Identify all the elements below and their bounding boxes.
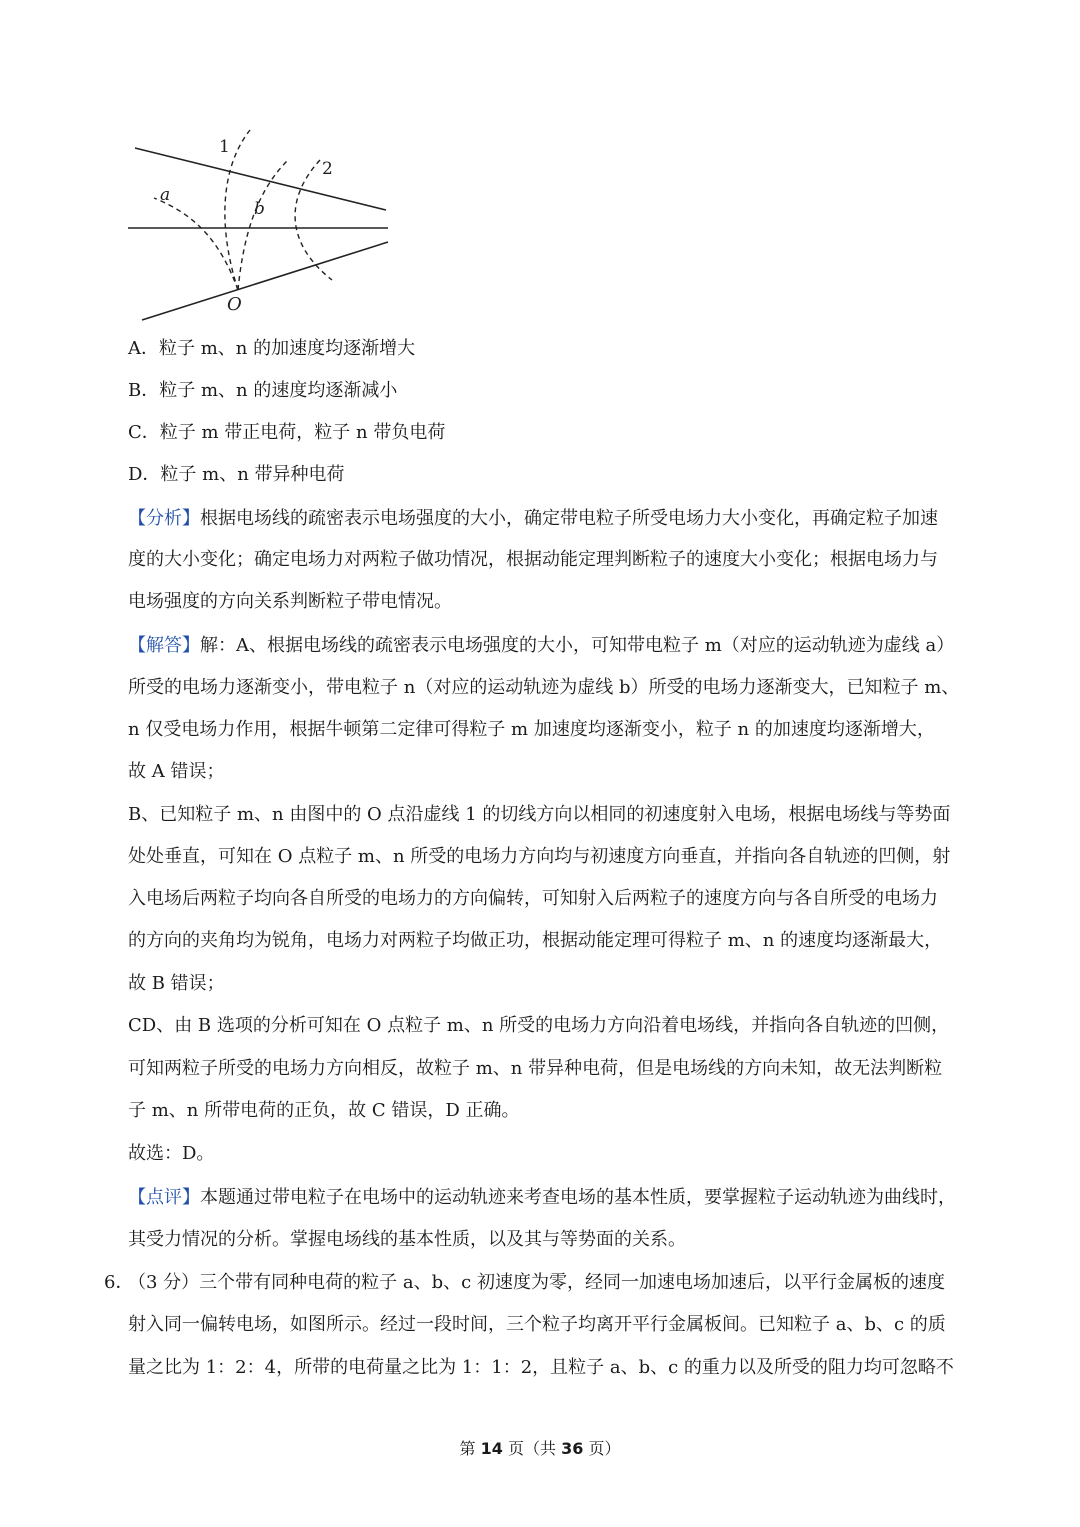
page-number: 14 bbox=[480, 1439, 503, 1458]
comment-line-2: 其受力情况的分析。掌握电场线的基本性质，以及其与等势面的关系。 bbox=[128, 1229, 686, 1250]
page-total: 36 bbox=[561, 1439, 584, 1458]
solution-line-5: B、已知粒子 m、n 由图中的 O 点沿虚线 1 的切线方向以相同的初速度射入电场，根据电场线与等势面 bbox=[128, 804, 951, 825]
label-curve-b: b bbox=[254, 199, 265, 219]
solution-line-12: 子 m、n 所带电荷的正负，故 C 错误，D 正确。 bbox=[128, 1100, 520, 1121]
field-line-bottom bbox=[142, 242, 388, 320]
label-curve-1: 1 bbox=[219, 137, 230, 157]
comment-tag: 【点评】 bbox=[128, 1187, 200, 1208]
question-line-3: 量之比为 1：2：4，所带的电荷量之比为 1：1：2，且粒子 a、b、c 的重力以及所受的阻力均可忽略不 bbox=[128, 1357, 954, 1378]
solution-line-9: 故 B 错误； bbox=[128, 973, 225, 994]
analysis-line-1: 【分析】根据电场线的疏密表示电场强度的大小，确定带电粒子所受电场力大小变化，再确定粒子加速 bbox=[128, 508, 938, 529]
label-curve-2: 2 bbox=[322, 159, 333, 179]
page-footer: 第 14 页（共 36 页） bbox=[459, 1439, 621, 1458]
solution-line-1: 【解答】解：A、根据电场线的疏密表示电场强度的大小，可知带电粒子 m（对应的运动轨迹为虚线 a） bbox=[128, 635, 955, 656]
electric-field-figure bbox=[120, 118, 400, 330]
solution-line-3: n 仅受电场力作用，根据牛顿第二定律可得粒子 m 加速度均逐渐变小，粒子 n 的加速度均逐渐增大， bbox=[128, 719, 935, 740]
solution-line-7: 入电场后两粒子均向各自所受的电场力的方向偏转，可知射入后两粒子的速度方向与各自所受的电场力 bbox=[128, 888, 938, 909]
option-a: A．粒子 m、n 的加速度均逐渐增大 bbox=[128, 338, 416, 359]
solution-line-6: 处处垂直，可知在 O 点粒子 m、n 所受的电场力方向均与初速度方向垂直，并指向各自轨迹的凹侧，射 bbox=[128, 846, 951, 867]
question-number: 6． bbox=[104, 1272, 134, 1293]
option-c: C．粒子 m 带正电荷，粒子 n 带负电荷 bbox=[128, 422, 446, 443]
solution-line-10: CD、由 B 选项的分析可知在 O 点粒子 m、n 所受的电场力方向沿着电场线，并指向各自轨迹的凹侧， bbox=[128, 1015, 950, 1036]
solution-tag: 【解答】 bbox=[128, 635, 200, 656]
option-b: B．粒子 m、n 的速度均逐渐减小 bbox=[128, 380, 398, 401]
analysis-tag: 【分析】 bbox=[128, 508, 200, 529]
solution-line-11: 可知两粒子所受的电场力方向相反，故粒子 m、n 带异种电荷，但是电场线的方向未知，故无法判断粒 bbox=[128, 1058, 943, 1079]
question-line-1: （3 分）三个带有同种电荷的粒子 a、b、c 初速度为零，经同一加速电场加速后，以平行金属板的速度 bbox=[128, 1272, 945, 1293]
dashed-curve-a bbox=[154, 198, 238, 290]
label-origin: O bbox=[227, 294, 242, 315]
label-curve-a: a bbox=[160, 185, 171, 205]
solution-line-4: 故 A 错误； bbox=[128, 761, 225, 782]
comment-line-1: 【点评】本题通过带电粒子在电场中的运动轨迹来考查电场的基本性质，要掌握粒子运动轨迹为曲线时， bbox=[128, 1187, 956, 1208]
solution-line-8: 的方向的夹角均为锐角，电场力对两粒子均做正功，根据动能定理可得粒子 m、n 的速度均逐渐最大， bbox=[128, 930, 943, 951]
option-d: D．粒子 m、n 带异种电荷 bbox=[128, 464, 345, 485]
analysis-line-3: 电场强度的方向关系判断粒子带电情况。 bbox=[128, 591, 452, 612]
solution-line-13: 故选：D。 bbox=[128, 1143, 215, 1164]
analysis-line-2: 度的大小变化；确定电场力对两粒子做功情况，根据动能定理判断粒子的速度大小变化；根据电场力与 bbox=[128, 549, 938, 570]
question-line-2: 射入同一偏转电场，如图所示。经过一段时间，三个粒子均离开平行金属板间。已知粒子 a、b、c 的质 bbox=[128, 1314, 946, 1335]
solution-line-2: 所受的电场力逐渐变小，带电粒子 n（对应的运动轨迹为虚线 b）所受的电场力逐渐变大，已知粒子 m、 bbox=[128, 677, 960, 698]
